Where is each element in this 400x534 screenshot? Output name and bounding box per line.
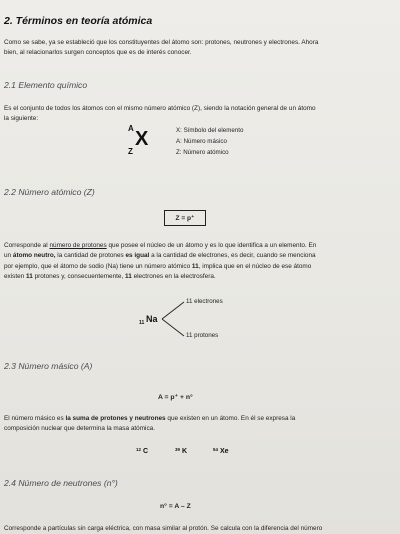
intro-line-2: bien, al relacionarlos surgen conceptos que es de interés conocer. (4, 49, 192, 56)
section-2-2-heading: 2.2 Número atómico (Z) (4, 187, 95, 197)
xenon-symbol: Xe (220, 448, 229, 455)
na-branch-lines (160, 300, 186, 338)
notation-x: X (135, 128, 149, 150)
neutron-formula: n° = A – Z (160, 503, 191, 510)
section-2-4-heading: 2.4 Número de neutrones (n°) (4, 478, 118, 488)
carbon-symbol: C (143, 448, 149, 455)
notation-z: Z (128, 147, 133, 156)
s22-line-1: Corresponde al número de protones que posee el núcleo de un átomo y es lo que identifica a un elemento. En (4, 242, 317, 249)
s22-line-2: un átomo neutro, la cantidad de protones es igual a la cantidad de electrones, es decir, cuando se menciona (4, 252, 316, 259)
xenon-mass: 54 (213, 447, 218, 452)
carbon-mass: 12 (136, 447, 141, 452)
page-title: 2. Términos en teoría atómica (4, 15, 153, 27)
s23-line-1: El número másico es la suma de protones y neutrones que existen en un átomo. En él se expresa la (4, 415, 296, 422)
atomic-number-formula: Z = p⁺ (164, 210, 206, 226)
s22-line-4: existen 11 protones y, consecuentemente, 11 electrones en la electrosfera. (4, 273, 216, 280)
section-2-1-heading: 2.1 Elemento químico (4, 80, 88, 90)
na-electrons-label: 11 electrones (186, 298, 223, 305)
na-symbol: Na (146, 314, 158, 324)
legend-a: A: Número másico (176, 138, 227, 145)
mass-number-formula: A = p⁺ + n° (158, 394, 193, 401)
na-protons-label: 11 protones (186, 332, 219, 339)
potassium-mass: 39 (175, 447, 180, 452)
section-2-3-heading: 2.3 Número másico (A) (4, 361, 93, 371)
s21-line-1: Es el conjunto de todos los átomos con el mismo número atómico (Z), siendo la notación general de un átomo (4, 105, 316, 112)
s24-line-1: Corresponde a partículas sin carga eléctrica, con masa similar al protón. Se calcula con la diferencia del número (4, 525, 323, 532)
potassium-symbol: K (182, 448, 188, 455)
notation-a: A (128, 124, 134, 133)
intro-line-1: Como se sabe, ya se estableció que los constituyentes del átomo son: protones, neutrones y electrones. Ahora (4, 39, 319, 46)
legend-x: X: Símbolo del elemento (176, 127, 244, 134)
legend-z: Z: Número atómico (176, 149, 229, 156)
s22-line-3: por ejemplo, que el átomo de sodio (Na) tiene un número atómico 11, implica que en el núcleo de ese átomo (4, 263, 312, 270)
s21-line-2: la siguiente: (4, 115, 39, 122)
s23-line-2: composición nuclear que determina la masa atómica. (4, 425, 155, 432)
na-atomic-number: 11 (139, 320, 145, 326)
